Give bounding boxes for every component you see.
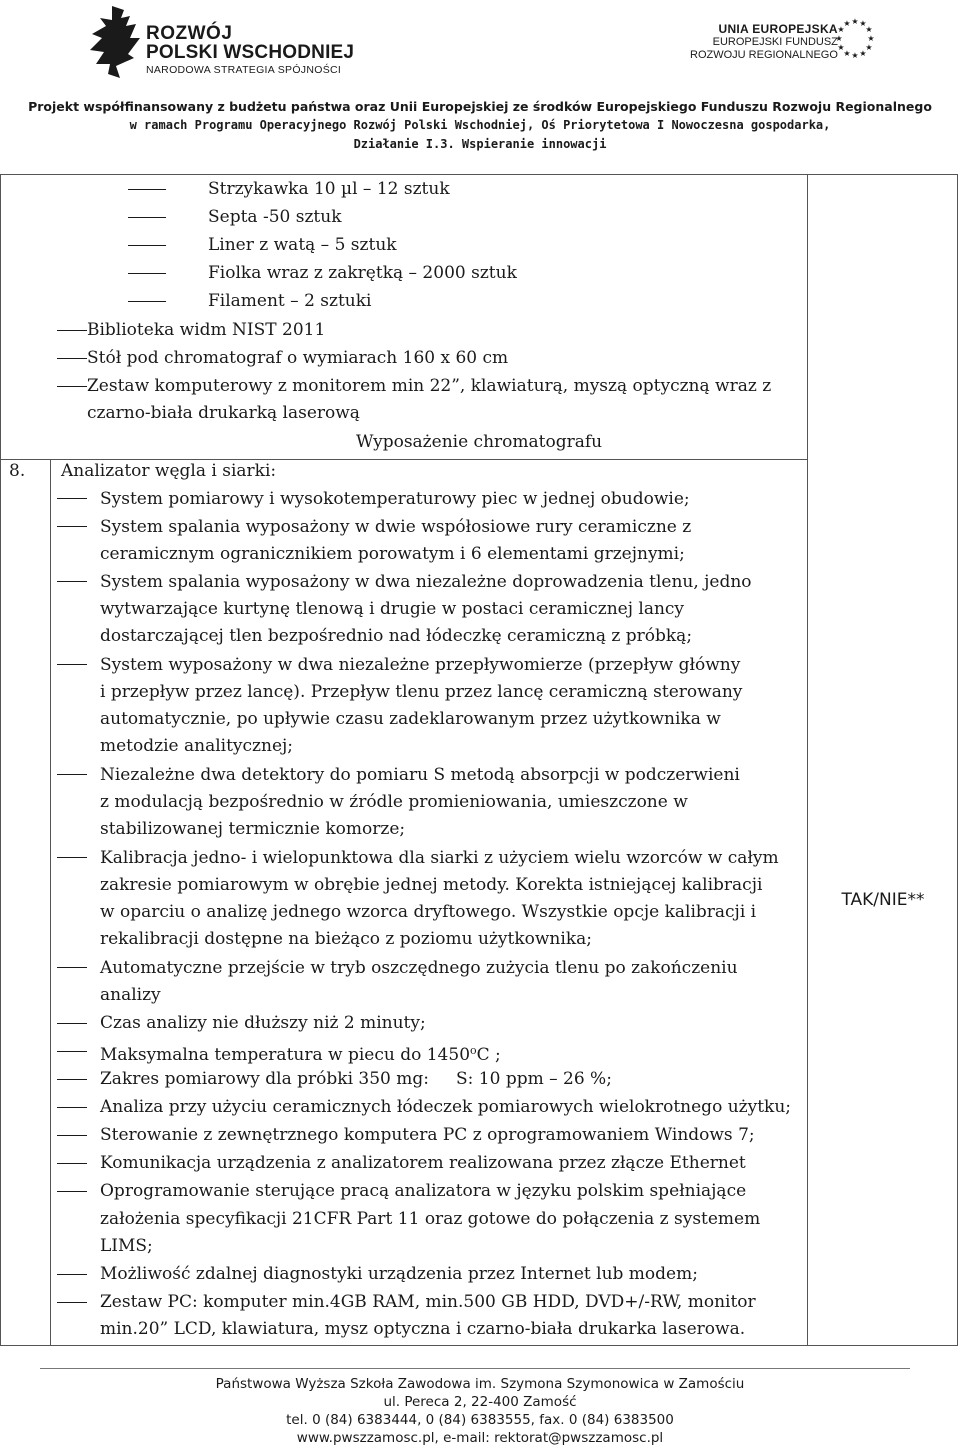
spec-line: System pomiarowy i wysokotemperaturowy piec w jednej obudowie;	[100, 489, 690, 509]
svg-text:★: ★	[859, 19, 867, 28]
spec-line: LIMS;	[100, 1236, 153, 1256]
spec-line: zakresie pomiarowym w obrębie jednej metody. Korekta istniejącej kalibracji	[100, 875, 763, 895]
footer-address: ul. Pereca 2, 22-400 Zamość	[383, 1394, 577, 1410]
spec-line: Możliwość zdalnej diagnostyki urządzenia przez Internet lub modem;	[100, 1264, 698, 1284]
dash-icon	[57, 498, 87, 499]
footer-divider	[40, 1368, 910, 1369]
project-line2: w ramach Programu Operacyjnego Rozwój Polski Wschodniej, Oś Priorytetowa I Nowoczesna gospodarka,	[129, 118, 831, 132]
svg-text:★: ★	[865, 43, 873, 52]
logo-subtitle: NARODOWA STRATEGIA SPÓJNOŚCI	[146, 64, 342, 76]
dash-icon	[57, 581, 87, 582]
list-item: Fiolka wraz z zakrętką – 2000 sztuk	[208, 263, 517, 283]
spec-line: metodzie analitycznej;	[100, 736, 294, 756]
footer	[0, 1375, 960, 1447]
footer-contact: www.pwszzamosc.pl, e-mail: rektorat@pwszzamosc.pl	[296, 1430, 664, 1446]
spec-line: Zakres pomiarowy dla próbki 350 mg: S: 10 ppm – 26 %;	[100, 1069, 612, 1089]
dash-icon	[57, 967, 87, 968]
logo-title-line2: POLSKI WSCHODNIEJ	[146, 42, 355, 63]
spec-line: rekalibracji dostępne na bieżąco z poziomu użytkownika;	[100, 929, 592, 949]
dash-icon	[57, 330, 87, 331]
dash-icon	[57, 1163, 87, 1164]
eu-fund-line1: EUROPEJSKI FUNDUSZ	[712, 36, 838, 48]
project-line3: Działanie I.3. Wspieranie innowacji	[353, 137, 607, 151]
list-item: Filament – 2 sztuki	[208, 291, 372, 311]
project-line1: Projekt współfinansowany z budżetu państwa oraz Unii Europejskiej ze środków Europejskiego Funduszu Rozwoju Regionalnego	[28, 99, 932, 114]
svg-text:★: ★	[843, 19, 851, 28]
spec-line: System spalania wyposażony w dwie współosiowe rury ceramiczne z	[100, 517, 692, 537]
spec-line: System wyposażony w dwa niezależne przepływomierze (przepływ główny	[100, 655, 741, 675]
dash-icon	[57, 1051, 87, 1052]
item-title: Analizator węgla i siarki:	[61, 461, 277, 481]
eu-fund-line2: ROZWOJU REGIONALNEGO	[690, 49, 838, 61]
svg-text:★: ★	[835, 34, 843, 43]
svg-text:★: ★	[859, 49, 867, 58]
dash-icon	[128, 301, 166, 302]
svg-text:★: ★	[843, 49, 851, 58]
spec-line: analizy	[100, 985, 161, 1005]
dash-icon	[57, 1107, 87, 1108]
dash-icon	[57, 1191, 87, 1192]
eu-title: UNIA EUROPEJSKA	[718, 22, 838, 36]
svg-text:★: ★	[851, 51, 859, 60]
list-item: Strzykawka 10 µl – 12 sztuk	[208, 179, 450, 199]
dash-icon	[57, 1274, 87, 1275]
list-item: Septa -50 sztuk	[208, 207, 342, 227]
dash-icon	[128, 189, 166, 190]
spec-line: min.20” LCD, klawiatura, mysz optyczna i czarno-biała drukarka laserowa.	[100, 1319, 746, 1339]
spec-line: stabilizowanej termicznie komorze;	[100, 819, 406, 839]
spec-line: Automatyczne przejście w tryb oszczędnego zużycia tlenu po zakończeniu	[100, 958, 738, 978]
spec-line: Oprogramowanie sterujące pracą analizatora w języku polskim spełniające	[100, 1181, 747, 1201]
eu-label	[690, 22, 838, 62]
list-item: Biblioteka widm NIST 2011	[87, 320, 326, 340]
spec-line: System spalania wyposażony w dwa niezależne doprowadzenia tlenu, jedno	[100, 572, 752, 592]
eu-flag-icon	[832, 14, 878, 66]
footer-phone: tel. 0 (84) 6383444, 0 (84) 6383555, fax. 0 (84) 6383500	[286, 1412, 674, 1428]
spec-line: i przepływ przez lancę). Przepływ tlenu przez lancę ceramiczną sterowany	[100, 682, 743, 702]
temp-degree: o	[470, 1044, 477, 1057]
section-caption: Wyposażenie chromatografu	[356, 432, 603, 452]
spec-line: Komunikacja urządzenia z analizatorem realizowana przez złącze Ethernet	[100, 1153, 746, 1173]
svg-text:★: ★	[837, 43, 845, 52]
dash-icon	[57, 664, 87, 665]
spec-line: Kalibracja jedno- i wielopunktowa dla siarki z użyciem wielu wzorców w całym	[100, 848, 779, 868]
svg-text:★: ★	[851, 17, 859, 26]
list-item: Liner z watą – 5 sztuk	[208, 235, 397, 255]
list-item: Stół pod chromatograf o wymiarach 160 x 60 cm	[87, 348, 509, 368]
item-number: 8.	[9, 461, 26, 481]
dash-icon	[57, 1079, 87, 1080]
dash-icon	[128, 245, 166, 246]
spec-line: Sterowanie z zewnętrznego komputera PC z oprogramowaniem Windows 7;	[100, 1125, 755, 1145]
dash-icon	[128, 217, 166, 218]
spec-line: ceramicznym ogranicznikiem porowatym i 6 elementami grzejnymi;	[100, 544, 685, 564]
footer-institution: Państwowa Wyższa Szkoła Zawodowa im. Szymona Szymonowica w Zamościu	[215, 1376, 745, 1392]
eagle-emblem-icon	[86, 4, 144, 80]
spec-line: wytwarzające kurtynę tlenową i drugie w postaci ceramicznej lancy	[100, 599, 685, 619]
dash-icon	[128, 273, 166, 274]
dash-icon	[57, 1135, 87, 1136]
dash-icon	[57, 526, 87, 527]
svg-text:★: ★	[865, 25, 873, 34]
dash-icon	[57, 386, 87, 387]
spec-line: Analiza przy użyciu ceramicznych łódeczek pomiarowych wielokrotnego użytku;	[100, 1097, 792, 1117]
list-item-continuation: czarno-biała drukarką laserową	[87, 403, 360, 423]
dash-icon	[57, 857, 87, 858]
temp-unit: C ;	[476, 1045, 501, 1065]
table-column-divider-right	[807, 174, 808, 1346]
project-funding-note	[0, 97, 960, 154]
svg-text:★: ★	[837, 25, 845, 34]
spec-line: założenia specyfikacji 21CFR Part 11 oraz gotowe do połączenia z systemem	[100, 1209, 761, 1229]
dash-icon	[57, 1302, 87, 1303]
dash-icon	[57, 1023, 87, 1024]
dash-icon	[57, 774, 87, 775]
answer-cell: TAK/NIE**	[841, 890, 925, 910]
table-column-divider-left	[50, 459, 51, 1346]
list-item: Zestaw komputerowy z monitorem min 22”, klawiaturą, myszą optyczną wraz z	[87, 376, 772, 396]
spec-line: dostarczającej tlen bezpośrednio nad łódeczkę ceramiczną z próbką;	[100, 626, 693, 646]
spec-line: Niezależne dwa detektory do pomiaru S metodą absorpcji w podczerwieni	[100, 765, 740, 785]
spec-line: automatycznie, po upływie czasu zadeklarowanym przez użytkownika w	[100, 709, 721, 729]
spec-line: z modulacją bezpośrednio w źródle promieniowania, umieszczone w	[100, 792, 688, 812]
spec-line: w oparciu o analizę jednego wzorca dryftowego. Wszystkie opcje kalibracji i	[100, 902, 757, 922]
spec-line: Czas analizy nie dłuższy niż 2 minuty;	[100, 1013, 426, 1033]
svg-text:★: ★	[867, 34, 875, 43]
temp-text: Maksymalna temperatura w piecu do 1450	[100, 1045, 471, 1065]
logo-title-line1: ROZWÓJ	[146, 23, 233, 44]
spec-line: Zestaw PC: komputer min.4GB RAM, min.500 GB HDD, DVD+/-RW, monitor	[100, 1292, 756, 1312]
dash-icon	[57, 358, 87, 359]
spec-line-temperature	[100, 1040, 501, 1066]
